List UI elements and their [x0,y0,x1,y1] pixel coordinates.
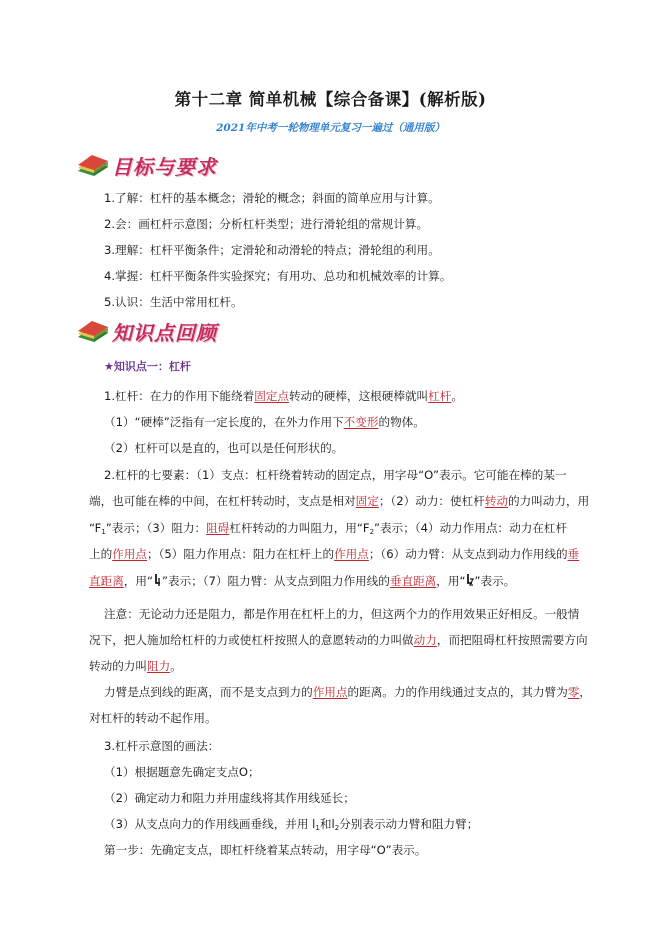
note-shape: （2）杠杆可以是直的，也可以是任何形状的。 [104,441,344,455]
goal-item: 2.会：画杠杆示意图；分析杠杆类型；进行滑轮组的常规计算。 [104,217,429,231]
seven-elements-line: 2.杠杆的七要素：（1）支点：杠杆绕着转动的固定点，用字母“O”表示。它可能在棒的某一 [104,468,567,482]
step-one-line: 第一步：先确定支点，即杠杆绕着某点转动，用字母“O”表示。 [104,843,427,857]
section-heading-goals [76,150,217,180]
lever-definition: 1.杠杆：在力的作用下能绕着固定点转动的硬棒，这根硬棒就叫杠杆。 [104,389,463,403]
section-heading-goals-text: 目标与要求 [112,154,217,179]
goal-item: 4.掌握：杠杆平衡条件实验探究；有用功、总功和机械效率的计算。 [104,269,452,283]
diagram-method-title: 3.杠杆示意图的画法： [104,739,220,753]
l1-symbol-icon [153,574,162,586]
attention-paragraph: 转动的力叫阻力。 [89,659,182,673]
goal-item: 1.了解：杠杆的基本概念；滑轮的概念；斜面的简单应用与计算。 [104,191,440,205]
diagram-method-step: （2）确定动力和阻力并用虚线将其作用线延长； [104,791,355,805]
attention-paragraph: 注意：无论动力还是阻力，都是作用在杠杆上的力，但这两个力的作用效果正好相反。一般情 [104,607,580,621]
books-icon [76,319,110,343]
answer-undeformed: 不变形 [343,415,379,429]
answer-fixed-point: 固定点 [254,389,289,403]
books-icon [76,153,110,177]
seven-elements-line: 端，也可能在棒的中间，在杠杆转动时，支点是相对固定；（2）动力：使杠杆转动的力叫动力，用 [89,494,590,508]
note-rigid-rod: （1）“硬棒”泛指有一定长度的，在外力作用下不变形的物体。 [104,415,425,429]
answer-lever: 杠杆 [428,389,452,403]
page-subtitle: 2021年中考一轮物理单元复习一遍过（通用版） [216,122,445,134]
section-heading-knowledge-text: 知识点回顾 [112,320,217,345]
section-heading-knowledge [76,316,217,346]
goal-item: 5.认识：生活中常用杠杆。 [104,295,243,309]
seven-elements-line: 上的作用点；（5）阻力作用点：阻力在杠杆上的作用点；（6）动力臂：从支点到动力作用线的垂 [89,547,580,561]
page-title: 第十二章 简单机械【综合备课】(解析版) [174,90,487,109]
attention-paragraph: 况下，把人施加给杠杆的力或使杠杆按照人的意愿转动的力叫做动力，而把阻碍杠杆按照需要方向 [89,633,588,647]
diagram-method-step: （1）根据题意先确定支点O； [104,765,260,779]
arm-paragraph: 力臂是点到线的距离，而不是支点到力的作用点的距离。力的作用线通过支点的，其力臂为零， [104,685,592,699]
seven-elements-line: 直距离，用“ ”表示；（7）阻力臂：从支点到阻力作用线的垂直距离，用“ ”表示。 [89,574,516,588]
seven-elements-line: “$F_1$”表示；（3）阻力：阻碍杠杆转动的力叫阻力，用“$F_2$”表示；（4）动力作用点：动力在杠杆 [89,521,568,536]
arm-paragraph: 对杠杆的转动不起作用。 [89,711,217,725]
goal-item: 3.理解：杠杆平衡条件；定滑轮和动滑轮的特点；滑轮组的利用。 [104,243,440,257]
diagram-method-step: （3）从支点向力的作用线画垂线，并用 $l_1$和$l_2$分别表示动力臂和阻力臂； [104,817,479,832]
knowledge-point-title: ★知识点一：杠杆 [104,360,191,373]
